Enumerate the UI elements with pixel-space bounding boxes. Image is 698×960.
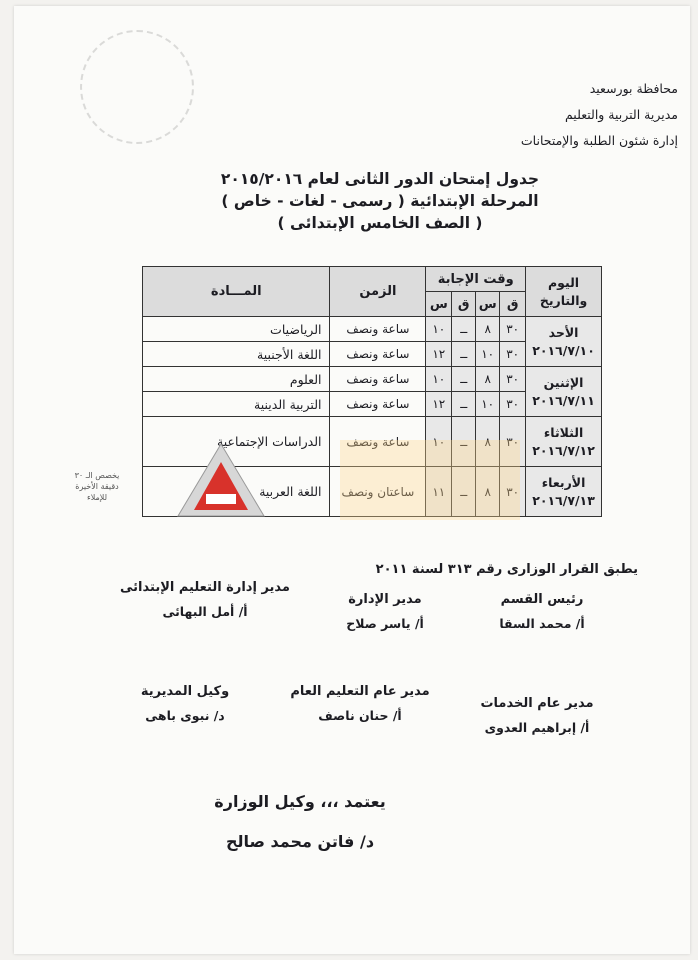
day-date: ٢٠١٦/٧/١٢ xyxy=(532,442,595,458)
day-name: الإثنين xyxy=(543,374,584,390)
hours-to: ١٠ xyxy=(426,367,452,392)
hours-to: ١٠ xyxy=(426,417,452,467)
signature-name: أ/ أمل البهائى xyxy=(162,604,248,619)
header-hours-from: س xyxy=(476,292,500,317)
duration-cell: ساعة ونصف xyxy=(330,392,426,417)
signature-name: أ/ إبراهيم العدوى xyxy=(484,720,590,735)
side-note-line-1: يخصص الـ ٣٠ xyxy=(74,471,120,480)
minutes-to: ــ xyxy=(452,317,476,342)
duration-cell: ساعة ونصف xyxy=(330,417,426,467)
minutes-from: ٣٠ xyxy=(500,317,526,342)
header-minutes-to: ق xyxy=(452,292,476,317)
signature-title: رئيس القسم xyxy=(500,592,584,607)
header-day-date xyxy=(526,267,602,317)
title-line-3: ( الصف الخامس الإبتدائى ) xyxy=(277,214,483,232)
approval-block xyxy=(200,782,400,862)
title-line-2: المرحلة الإبتدائية ( رسمى - لغات - خاص ) xyxy=(221,192,539,210)
signature-general-education-director xyxy=(280,680,440,728)
minutes-to: ــ xyxy=(452,392,476,417)
duration-cell: ساعتان ونصف xyxy=(330,467,426,517)
header-minutes-from: ق xyxy=(500,292,526,317)
watermark-banner xyxy=(340,440,520,520)
approval-line-2: د/ فاتن محمد صالح xyxy=(225,832,375,851)
signature-primary-director xyxy=(110,576,300,624)
header-date: والتاريخ xyxy=(539,292,588,308)
day-date: ٢٠١٦/٧/١١ xyxy=(532,392,595,408)
minutes-to: ــ xyxy=(452,467,476,517)
signature-title: مدير عام الخدمات xyxy=(480,696,594,711)
minutes-from: ٣٠ xyxy=(500,367,526,392)
side-note-line-2: دقيقة الأخيرة xyxy=(75,482,119,491)
side-note xyxy=(62,470,132,503)
header-subject: المـــادة xyxy=(143,267,330,317)
minutes-from: ٣٠ xyxy=(500,342,526,367)
signature-title: مدير الإدارة xyxy=(348,592,422,607)
minutes-from: ٣٠ xyxy=(500,417,526,467)
duration-cell: ساعة ونصف xyxy=(330,367,426,392)
hours-from: ١٠ xyxy=(476,392,500,417)
minutes-from: ٣٠ xyxy=(500,392,526,417)
day-name: الأربعاء xyxy=(541,474,586,490)
subject-cell: اللغة العربية xyxy=(143,467,330,517)
header-day: اليوم xyxy=(548,274,580,290)
side-note-line-3: للإملاء xyxy=(86,493,108,502)
hours-to: ١٠ xyxy=(426,317,452,342)
document-titles xyxy=(160,168,600,234)
subject-cell: الدراسات الإجتماعية xyxy=(143,417,330,467)
header-duration: الزمن xyxy=(330,267,426,317)
minutes-to: ــ xyxy=(452,342,476,367)
logo-icon xyxy=(176,440,266,520)
subject-cell: الرياضيات xyxy=(143,317,330,342)
faded-seal-stamp xyxy=(80,30,194,144)
hours-to: ١١ xyxy=(426,467,452,517)
header-hours-to: س xyxy=(426,292,452,317)
day-cell xyxy=(526,367,602,417)
header-answer-time: وقت الإجابة xyxy=(426,267,526,292)
hours-from: ١٠ xyxy=(476,342,500,367)
day-cell xyxy=(526,317,602,367)
title-line-1: جدول إمتحان الدور الثانى لعام ٢٠١٥/٢٠١٦ xyxy=(220,170,540,188)
day-cell xyxy=(526,417,602,467)
signature-deputy-directorate xyxy=(120,680,250,728)
signature-title: وكيل المديرية xyxy=(140,684,230,699)
signature-name: أ/ ياسر صلاح xyxy=(346,616,424,631)
signature-name: أ/ محمد السقا xyxy=(499,616,585,631)
day-date: ٢٠١٦/٧/١٠ xyxy=(532,342,595,358)
day-date: ٢٠١٦/٧/١٣ xyxy=(532,492,595,508)
approval-line-1: يعتمد ،،، وكيل الوزارة xyxy=(214,792,386,811)
day-cell xyxy=(526,467,602,517)
signature-name: أ/ حنان ناصف xyxy=(318,708,402,723)
subject-cell: التربية الدينية xyxy=(143,392,330,417)
day-name: الثلاثاء xyxy=(543,424,584,440)
ministerial-decree-note: يطبق القرار الوزارى رقم ٣١٣ لسنة ٢٠١١ xyxy=(375,562,638,577)
table-row xyxy=(143,367,602,392)
signature-name: د/ نبوى باهى xyxy=(145,708,225,723)
duration-cell: ساعة ونصف xyxy=(330,317,426,342)
signature-title: مدير عام التعليم العام xyxy=(290,684,430,699)
subject-cell: العلوم xyxy=(143,367,330,392)
hours-to: ١٢ xyxy=(426,342,452,367)
signature-head-of-section xyxy=(472,588,612,636)
day-name: الأحد xyxy=(548,324,579,340)
hours-from: ٨ xyxy=(476,367,500,392)
department-line: إدارة شئون الطلبة والإمتحانات xyxy=(520,133,678,148)
hours-from: ٨ xyxy=(476,467,500,517)
table-header-row xyxy=(143,267,602,292)
signature-title: مدير إدارة التعليم الإبتدائى xyxy=(120,580,290,595)
minutes-to: ــ xyxy=(452,367,476,392)
hours-from: ٨ xyxy=(476,317,500,342)
governorate-line: محافظة بورسعيد xyxy=(589,81,678,96)
signature-admin-director xyxy=(310,588,460,636)
letterhead xyxy=(468,76,678,154)
signature-services-director xyxy=(472,692,602,740)
subject-cell: اللغة الأجنبية xyxy=(143,342,330,367)
directorate-line: مديرية التربية والتعليم xyxy=(564,107,678,122)
minutes-from: ٣٠ xyxy=(500,467,526,517)
table-row xyxy=(143,317,602,342)
hours-to: ١٢ xyxy=(426,392,452,417)
minutes-to: ــ xyxy=(452,417,476,467)
hours-from: ٨ xyxy=(476,417,500,467)
duration-cell: ساعة ونصف xyxy=(330,342,426,367)
